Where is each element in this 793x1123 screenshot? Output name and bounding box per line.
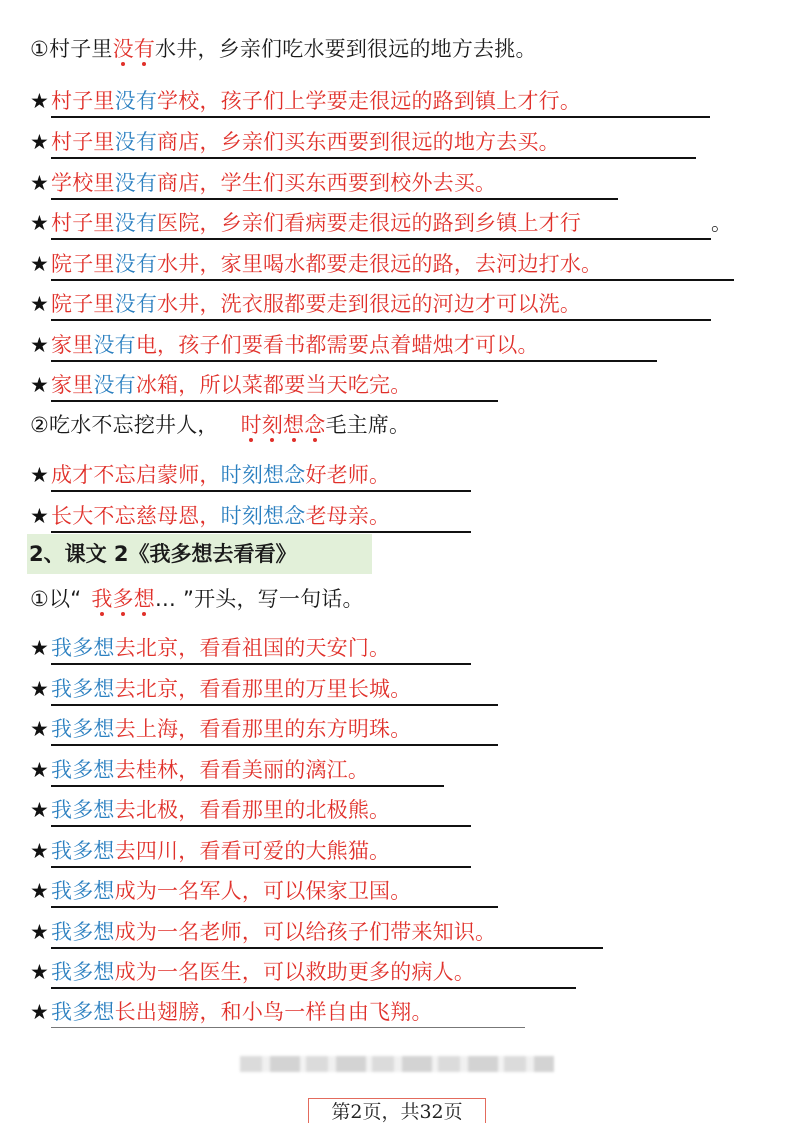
answer-underline <box>51 675 498 706</box>
answer-subject: 家里 <box>51 373 94 397</box>
answer-keyword: 没有 <box>114 292 158 316</box>
answer-keyword: 我多想 <box>51 879 115 903</box>
star-icon: ★ <box>30 463 50 487</box>
star-icon: ★ <box>30 636 50 660</box>
answer-underline <box>51 128 696 159</box>
answer-rest: 成为一名军人，可以保家卫国。 <box>114 879 412 903</box>
answer-item <box>30 249 734 281</box>
dot-char: 时 <box>240 413 262 437</box>
answer-rest: 去北京，看看祖国的天安门。 <box>114 636 391 660</box>
answer-keyword: 我多想 <box>51 636 115 660</box>
answer-underline <box>51 209 711 240</box>
answer-rest: 去桂林，看看美丽的漓江。 <box>114 758 370 782</box>
question-text: 以“ <box>49 587 82 611</box>
answer-underline <box>51 877 498 908</box>
dot-char: 有 <box>133 37 156 61</box>
answer-underline <box>51 634 471 665</box>
answer-keyword: 我多想 <box>51 758 115 782</box>
answer-item <box>30 86 710 118</box>
answer-underline <box>51 169 618 200</box>
star-icon: ★ <box>30 758 50 782</box>
answer-rest: 医院，乡亲们看病要走很远的路到乡镇上才行 <box>157 211 582 235</box>
answer-rest: 好老师。 <box>305 463 391 487</box>
answer-subject: 村子里 <box>51 89 115 113</box>
answer-rest: 老母亲。 <box>305 504 391 528</box>
answer-subject: 成才不忘启蒙师， <box>51 463 221 487</box>
answer-underline <box>51 958 576 989</box>
answer-underline <box>51 837 471 868</box>
dot-char: 我 <box>91 587 113 611</box>
answer-keyword: 没有 <box>114 89 158 113</box>
answer-item <box>30 714 498 746</box>
answer-underline <box>51 331 657 362</box>
question-text: 村子里 <box>49 37 113 61</box>
answer-item <box>30 917 603 949</box>
dot-char: 没 <box>112 37 134 61</box>
question-3 <box>30 584 364 614</box>
answer-rest: 去北京，看看那里的万里长城。 <box>114 677 412 701</box>
dot-char: 刻 <box>261 413 284 437</box>
answer-keyword: 没有 <box>93 373 136 397</box>
answer-underline <box>51 715 498 746</box>
star-icon: ★ <box>30 1000 50 1024</box>
answer-keyword: 我多想 <box>51 677 115 701</box>
answer-rest: 学校，孩子们上学要走很远的路到镇上才行。 <box>157 89 582 113</box>
answer-rest: 水井，洗衣服都要走到很远的河边才可以洗。 <box>157 292 582 316</box>
star-icon: ★ <box>30 879 50 903</box>
answer-underline <box>51 461 471 492</box>
star-icon: ★ <box>30 504 50 528</box>
star-icon: ★ <box>30 839 50 863</box>
answer-subject: 院子里 <box>51 252 115 276</box>
question-text: ”开头，写一句话。 <box>183 587 364 611</box>
answer-underline <box>51 250 734 281</box>
star-icon: ★ <box>30 292 50 316</box>
answer-keyword: 我多想 <box>51 839 115 863</box>
answer-keyword: 时刻想念 <box>220 504 306 528</box>
answer-keyword: 我多想 <box>51 960 115 984</box>
answer-rest: 成为一名老师，可以给孩子们带来知识。 <box>114 920 497 944</box>
answer-rest: 电，孩子们要看书都需要点着蜡烛才可以。 <box>135 333 539 357</box>
answer-subject: 村子里 <box>51 130 115 154</box>
answer-item <box>30 501 471 533</box>
answer-subject: 家里 <box>51 333 94 357</box>
answer-subject: 院子里 <box>51 292 115 316</box>
answer-item <box>30 127 696 159</box>
answer-item <box>30 370 498 402</box>
answer-keyword: 没有 <box>93 333 136 357</box>
answer-keyword: 没有 <box>114 211 158 235</box>
answer-keyword: 没有 <box>114 130 158 154</box>
question-number: ① <box>30 587 50 611</box>
answer-underline <box>51 796 471 827</box>
star-icon: ★ <box>30 171 50 195</box>
star-icon: ★ <box>30 373 50 397</box>
answer-item <box>30 208 732 240</box>
question-text: … <box>154 587 183 611</box>
answer-tail: 。 <box>711 211 733 235</box>
answer-rest: 去四川，看看可爱的大熊猫。 <box>114 839 391 863</box>
answer-item <box>30 289 711 321</box>
section-heading: 2、课文 2《我多想去看看》 <box>27 534 372 574</box>
question-number: ② <box>30 413 50 437</box>
answer-rest: 长出翅膀，和小鸟一样自由飞翔。 <box>114 1000 433 1024</box>
answer-item <box>30 674 498 706</box>
question-text: 毛主席。 <box>325 413 411 437</box>
star-icon: ★ <box>30 920 50 944</box>
star-icon: ★ <box>30 89 50 113</box>
answer-item <box>30 755 444 787</box>
answer-rest: 冰箱，所以菜都要当天吃完。 <box>135 373 412 397</box>
dot-char: 想 <box>133 587 155 611</box>
question-text: 吃水不忘挖井人， <box>49 413 219 437</box>
emphasis-dotted <box>91 587 155 611</box>
star-icon: ★ <box>30 798 50 822</box>
star-icon: ★ <box>30 333 50 357</box>
dot-char: 想 <box>283 413 305 437</box>
star-icon: ★ <box>30 130 50 154</box>
star-icon: ★ <box>30 677 50 701</box>
star-icon: ★ <box>30 211 50 235</box>
answer-rest: 水井，家里喝水都要走很远的路，去河边打水。 <box>157 252 603 276</box>
star-icon: ★ <box>30 252 50 276</box>
answer-item <box>30 460 471 492</box>
answer-rest: 成为一名医生，可以救助更多的病人。 <box>114 960 476 984</box>
page-number: 第2页，共32页 <box>308 1098 486 1123</box>
answer-underline <box>51 87 710 118</box>
answer-keyword: 时刻想念 <box>220 463 306 487</box>
answer-subject: 学校里 <box>51 171 115 195</box>
answer-underline <box>51 502 471 533</box>
answer-rest: 去上海，看看那里的东方明珠。 <box>114 717 412 741</box>
answer-item <box>30 836 471 868</box>
answer-underline <box>51 918 603 949</box>
answer-keyword: 没有 <box>114 171 158 195</box>
emphasis-dotted <box>241 413 326 437</box>
answer-underline <box>51 756 444 787</box>
question-text: 水井，乡亲们吃水要到很远的地方去挑。 <box>155 37 537 61</box>
answer-subject: 村子里 <box>51 211 115 235</box>
answer-keyword: 我多想 <box>51 1000 115 1024</box>
answer-keyword: 我多想 <box>51 920 115 944</box>
question-number: ① <box>30 37 50 61</box>
star-icon: ★ <box>30 960 50 984</box>
emphasis-dotted <box>113 37 155 61</box>
answer-underline <box>51 371 498 402</box>
answer-item <box>30 876 498 908</box>
question-2 <box>30 410 410 440</box>
answer-item <box>30 997 525 1028</box>
answer-keyword: 没有 <box>114 252 158 276</box>
answer-item <box>30 168 618 200</box>
answer-item <box>30 633 471 665</box>
answer-rest: 商店，学生们买东西要到校外去买。 <box>157 171 497 195</box>
star-icon: ★ <box>30 717 50 741</box>
answer-rest: 商店，乡亲们买东西要到很远的地方去买。 <box>157 130 560 154</box>
blurred-watermark <box>240 1056 554 1072</box>
answer-rest: 去北极，看看那里的北极熊。 <box>114 798 391 822</box>
answer-item <box>30 957 576 989</box>
answer-underline <box>51 998 525 1028</box>
answer-underline <box>51 290 711 321</box>
answer-subject: 长大不忘慈母恩， <box>51 504 221 528</box>
answer-keyword: 我多想 <box>51 717 115 741</box>
dot-char: 多 <box>112 587 134 611</box>
answer-item <box>30 795 471 827</box>
question-1 <box>30 34 537 64</box>
dot-char: 念 <box>304 413 326 437</box>
answer-item <box>30 330 657 362</box>
answer-keyword: 我多想 <box>51 798 115 822</box>
